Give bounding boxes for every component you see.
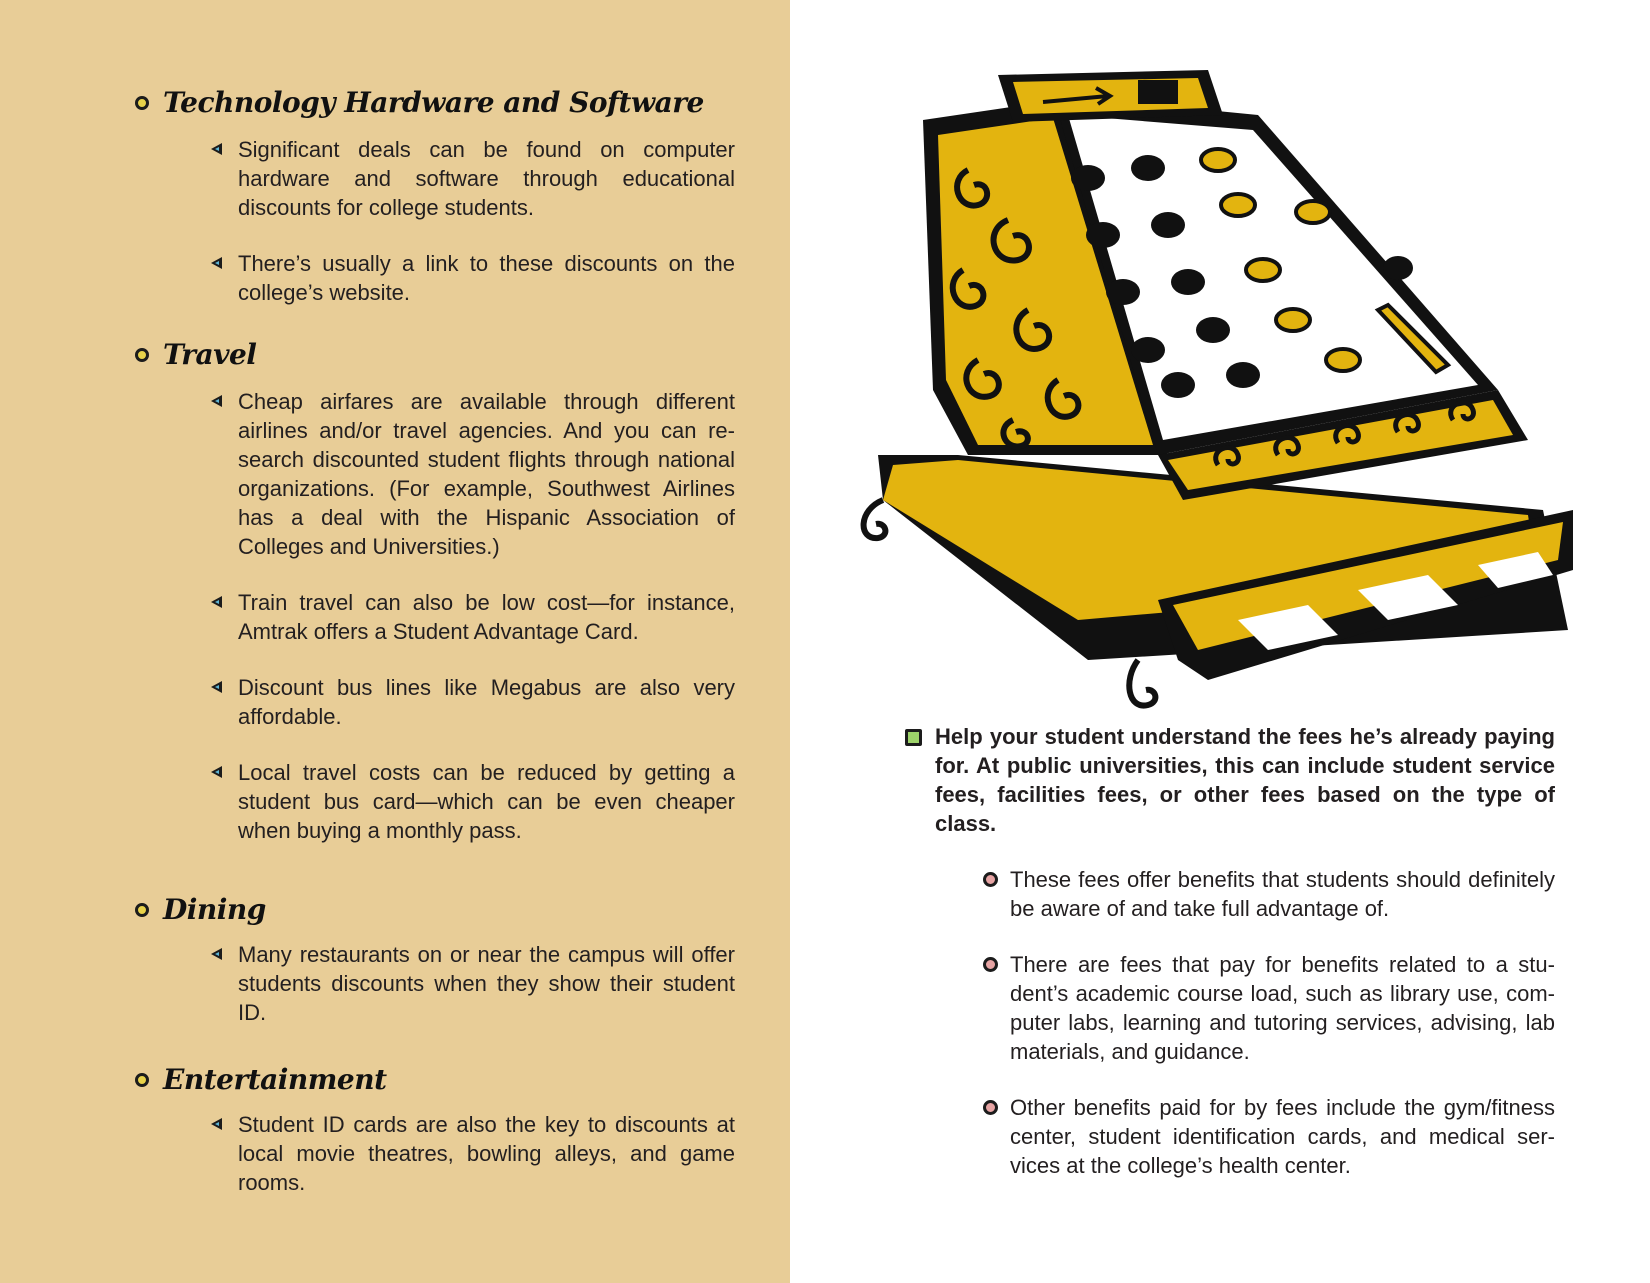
section-technology bbox=[135, 86, 735, 307]
list-item: Many restaurants on or near the campus will offer students discounts when they show their student ID. bbox=[135, 940, 735, 1027]
bullet-list bbox=[135, 940, 735, 1027]
ring-bullet-icon bbox=[135, 1073, 149, 1087]
right-panel bbox=[790, 0, 1650, 1283]
list-item: These fees offer benefits that students should definitely be aware of and take full advantage of. bbox=[905, 865, 1555, 923]
heading-text: Entertainment bbox=[163, 1063, 387, 1096]
fees-heading: Help your student understand the fees he’s already paying for. At public universities, this can include student service fees, facilities fees, or other fees based on the type of class. bbox=[905, 722, 1555, 838]
section-heading bbox=[135, 338, 735, 371]
circle-bullet-icon bbox=[983, 872, 998, 887]
list-item: Student ID cards are also the key to discounts at local movie theatres, bowling alleys, and game rooms. bbox=[135, 1110, 735, 1197]
cash-register-illustration bbox=[838, 60, 1598, 720]
list-item: Significant deals can be found on computer hardware and software through educational discounts for college students. bbox=[135, 135, 735, 222]
list-item: Local travel costs can be reduced by getting a student bus card—which can be even cheaper when buying a monthly pass. bbox=[135, 758, 735, 845]
triangle-bullet-icon bbox=[211, 1118, 222, 1130]
heading-text: Travel bbox=[163, 338, 257, 371]
bullet-list bbox=[135, 387, 735, 845]
triangle-bullet-icon bbox=[211, 143, 222, 155]
triangle-bullet-icon bbox=[211, 257, 222, 269]
section-heading bbox=[135, 86, 735, 119]
list-item: Other benefits paid for by fees include the gym/fitness center, student identification cards, and medical services at the college’s health center. bbox=[905, 1093, 1555, 1180]
triangle-bullet-icon bbox=[211, 948, 222, 960]
fees-bullet-list bbox=[905, 865, 1555, 1180]
triangle-bullet-icon bbox=[211, 395, 222, 407]
square-bullet-icon bbox=[905, 729, 922, 746]
list-item: Train travel can also be low cost—for instance, Amtrak offers a Student Advantage Card. bbox=[135, 588, 735, 646]
list-item: There are fees that pay for benefits related to a student’s academic course load, such as library use, computer labs, learning and tutoring services, advising, lab materials, and guidance. bbox=[905, 950, 1555, 1066]
heading-text: Technology Hardware and Software bbox=[163, 86, 704, 119]
list-item: Cheap airfares are available through different airlines and/or travel agencies. And you can research discounted student flights through national organizations. (For example, Southwest Airlines has a deal with the Hispanic Association of Colleges and Universities.) bbox=[135, 387, 735, 561]
triangle-bullet-icon bbox=[211, 681, 222, 693]
section-heading bbox=[135, 893, 735, 926]
ring-bullet-icon bbox=[135, 96, 149, 110]
circle-bullet-icon bbox=[983, 957, 998, 972]
list-item: There’s usually a link to these discounts on the college’s website. bbox=[135, 249, 735, 307]
left-panel bbox=[0, 0, 790, 1283]
ring-bullet-icon bbox=[135, 903, 149, 917]
section-entertainment bbox=[135, 1063, 735, 1197]
heading-text: Dining bbox=[163, 893, 266, 926]
triangle-bullet-icon bbox=[211, 766, 222, 778]
ring-bullet-icon bbox=[135, 348, 149, 362]
circle-bullet-icon bbox=[983, 1100, 998, 1115]
section-travel bbox=[135, 338, 735, 845]
section-dining bbox=[135, 893, 735, 1027]
bullet-list bbox=[135, 135, 735, 307]
bullet-list bbox=[135, 1110, 735, 1197]
list-item: Discount bus lines like Megabus are also very affordable. bbox=[135, 673, 735, 731]
triangle-bullet-icon bbox=[211, 596, 222, 608]
fees-section bbox=[905, 722, 1555, 1180]
section-heading bbox=[135, 1063, 735, 1096]
